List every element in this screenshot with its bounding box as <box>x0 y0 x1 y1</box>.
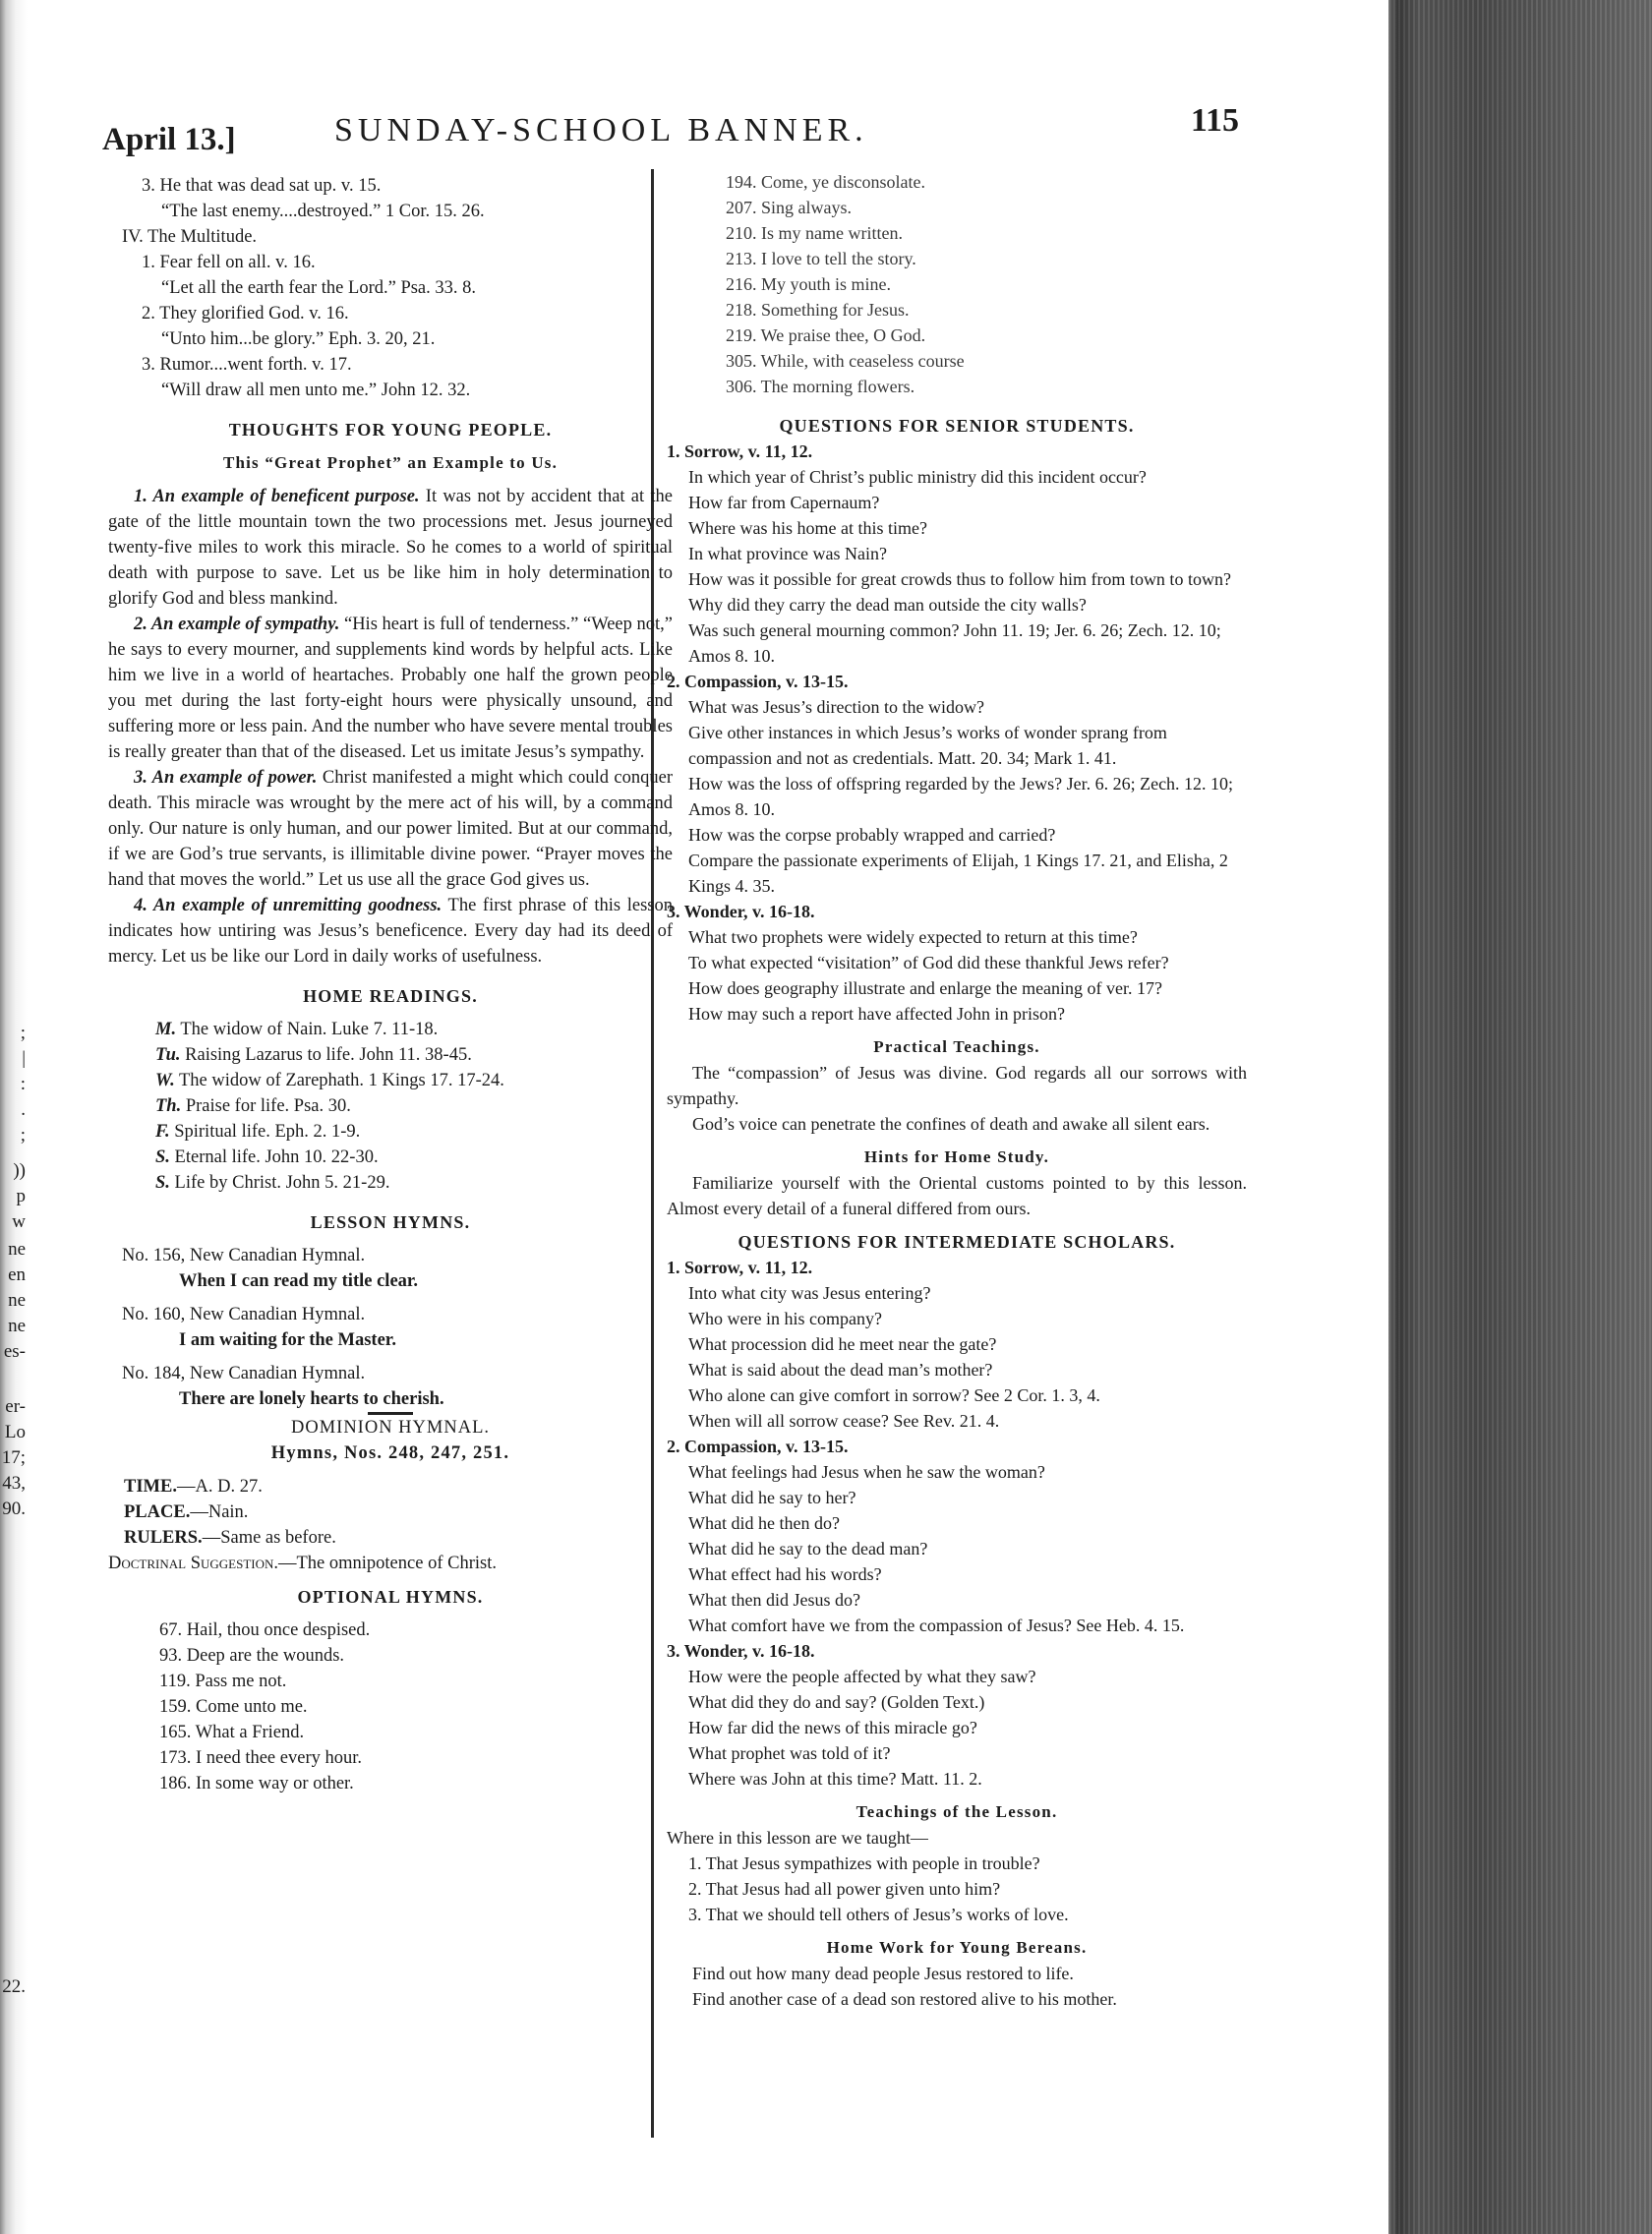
dominion-heading: DOMINION HYMNAL. <box>290 1418 490 1438</box>
thought-paragraph <box>108 893 673 970</box>
lesson-hymn-line: There are lonely hearts to cherish. <box>179 1389 444 1409</box>
question-section-title: 3. Wonder, v. 16-18. <box>667 902 815 921</box>
book-spine <box>1388 0 1652 2234</box>
hymns-continued-list <box>667 169 1247 399</box>
place-line: PLACE.—Nain. <box>124 1502 249 1522</box>
teachings-intro: Where in this lesson are we taught— <box>667 1828 928 1848</box>
hints-text: Familiarize yourself with the Oriental customs pointed to by this lesson. Almost every detail of a funeral differed from ours. <box>667 1173 1247 1218</box>
question-section-title: 1. Sorrow, v. 11, 12. <box>667 441 813 461</box>
bleed-fragment: ne <box>8 1290 26 1311</box>
spacer <box>108 1294 673 1302</box>
outline-line: 1. Fear fell on all. v. 16. <box>142 253 316 272</box>
question-line: Why did they carry the dead man outside the city walls? <box>688 595 1087 615</box>
lesson-hymns-heading: LESSON HYMNS. <box>310 1212 471 1232</box>
question-line: To what expected “visitation” of God did these thankful Jews refer? <box>688 953 1169 972</box>
thought-text: “His heart is full of tenderness.” “Weep not,” he says to every mourner, and supplements kind words by helpful acts. Like him we live in a world of heartaches. Probably one half the grown people you met during the last forty-eight hours were physically unsound, and suffering more or less pain. And the number who have severe mental troubles is really greater than that of the diseased. Let us imitate Jesus’s sympathy. <box>108 615 673 762</box>
bleed-fragment: w <box>12 1211 26 1232</box>
home-readings-heading: HOME READINGS. <box>303 986 478 1006</box>
thought-label: 4. An example of unremitting goodness. <box>134 896 442 915</box>
question-line: In what province was Nain? <box>688 544 887 563</box>
thoughts-heading: THOUGHTS FOR YOUNG PEOPLE. <box>228 420 553 440</box>
question-line: What did he then do? <box>688 1513 840 1533</box>
practical-teachings <box>667 1060 1247 1137</box>
optional-hymn: 186. In some way or other. <box>159 1774 354 1793</box>
home-reading-day: M. <box>155 1020 177 1039</box>
question-line: How may such a report have affected John in prison? <box>688 1004 1066 1024</box>
bleed-fragment: er- <box>5 1396 26 1417</box>
rulers-line: RULERS.—Same as before. <box>124 1528 336 1548</box>
home-reading-text: The widow of Zarephath. 1 Kings 17. 17-24. <box>179 1071 504 1090</box>
outline-line: 3. He that was dead sat up. v. 15. <box>142 176 382 196</box>
intermediate-heading: QUESTIONS FOR INTERMEDIATE SCHOLARS. <box>738 1232 1176 1252</box>
outline-line: 3. Rumor....went forth. v. 17. <box>142 355 352 375</box>
bleed-fragment: | <box>22 1048 26 1069</box>
optional-hymn: 119. Pass me not. <box>159 1672 287 1691</box>
facing-page-bleed <box>0 0 28 2234</box>
question-line: How was it possible for great crowds thus to follow him from town to town? <box>688 569 1231 589</box>
home-reading-text: Praise for life. Psa. 30. <box>185 1096 351 1116</box>
outline-line: IV. The Multitude. <box>122 227 258 247</box>
home-reading-row <box>108 1017 673 1042</box>
optional-hymns-heading: OPTIONAL HYMNS. <box>297 1587 484 1607</box>
home-reading-text: The widow of Nain. Luke 7. 11-18. <box>180 1020 439 1039</box>
senior-questions <box>667 439 1247 1027</box>
lesson-hymn-number: No. 160, New Canadian Hymnal. <box>122 1305 366 1324</box>
thought-label: 3. An example of power. <box>134 768 318 788</box>
question-line: How was the loss of offspring regarded by the Jews? Jer. 6. 26; Zech. 12. 10; Amos 8. 10. <box>688 774 1234 819</box>
optional-hymn: 67. Hail, thou once despised. <box>159 1620 371 1640</box>
bleed-fragment: ; <box>20 1023 26 1043</box>
teaching-item: 3. That we should tell others of Jesus’s works of love. <box>688 1905 1069 1924</box>
intermediate-questions <box>667 1255 1247 1792</box>
teaching-item: 2. That Jesus had all power given unto him? <box>688 1879 1001 1899</box>
home-reading-day: F. <box>155 1122 170 1142</box>
home-reading-row <box>108 1042 673 1068</box>
home-reading-row <box>108 1119 673 1145</box>
home-reading-day: S. <box>155 1147 170 1167</box>
home-reading-text: Eternal life. John 10. 22-30. <box>174 1147 379 1167</box>
bereans-heading: Home Work for Young Bereans. <box>826 1938 1088 1957</box>
lesson-hymn-line: When I can read my title clear. <box>179 1271 419 1291</box>
lesson-outline <box>108 173 673 403</box>
question-line: When will all sorrow cease? See Rev. 21. 4. <box>688 1411 1000 1431</box>
question-line: What procession did he meet near the gate? <box>688 1334 997 1354</box>
hymn-continued: 219. We praise thee, O God. <box>726 325 926 345</box>
spacer <box>108 1353 673 1361</box>
thought-text: It was not by accident that at the gate of the little mountain town the two processions met. Jesus journeyed twenty-five miles to work this miracle. So he comes to a world of spiritual death with purpose to save. Let us be like him in holy determination to glorify God and bless mankind. <box>108 487 674 609</box>
thought-label: 2. An example of sympathy. <box>134 615 340 634</box>
practical-line: The “compassion” of Jesus was divine. God regards all our sorrows with sympathy. <box>667 1063 1247 1108</box>
bleed-fragment: 17; <box>1 1447 26 1468</box>
left-column <box>108 173 673 1796</box>
question-line: In which year of Christ’s public ministry did this incident occur? <box>688 467 1147 487</box>
hymn-continued: 218. Something for Jesus. <box>726 300 910 320</box>
bleed-fragment: es- <box>3 1341 26 1362</box>
bleed-fragment: ne <box>8 1239 26 1260</box>
practical-heading: Practical Teachings. <box>873 1037 1040 1056</box>
home-reading-day: Th. <box>155 1096 182 1116</box>
bleed-fragment: p <box>16 1186 26 1206</box>
hymn-continued: 213. I love to tell the story. <box>726 249 916 268</box>
right-column <box>667 169 1247 2012</box>
home-readings-list <box>108 1017 673 1196</box>
hymn-continued: 207. Sing always. <box>726 198 852 217</box>
time-line: TIME.—A. D. 27. <box>124 1477 263 1497</box>
bleed-fragment: en <box>8 1264 26 1285</box>
bleed-fragment: 90. <box>2 1499 26 1519</box>
hymn-continued: 216. My youth is mine. <box>726 274 892 294</box>
home-reading-text: Life by Christ. John 5. 21-29. <box>174 1173 390 1193</box>
home-reading-text: Raising Lazarus to life. John 11. 38-45. <box>185 1045 472 1065</box>
question-line: What did they do and say? (Golden Text.) <box>688 1692 985 1712</box>
running-date: April 13.] <box>102 122 236 157</box>
question-line: What did he say to her? <box>688 1488 856 1507</box>
bleed-fragment: : <box>20 1074 26 1094</box>
question-section-title: 1. Sorrow, v. 11, 12. <box>667 1258 813 1277</box>
question-line: Compare the passionate experiments of Elijah, 1 Kings 17. 21, and Elisha, 2 Kings 4. 35. <box>688 851 1228 896</box>
question-line: Give other instances in which Jesus’s works of wonder sprang from compassion and not as credentials. Matt. 20. 34; Mark 1. 41. <box>688 723 1167 768</box>
teachings-heading: Teachings of the Lesson. <box>856 1802 1058 1821</box>
question-line: What prophet was told of it? <box>688 1743 891 1763</box>
bereans-line: Find out how many dead people Jesus restored to life. <box>692 1964 1074 1983</box>
dominion-hymns: Hymns, Nos. 248, 247, 251. <box>270 1443 510 1463</box>
running-header <box>98 88 1239 157</box>
home-reading-day: Tu. <box>155 1045 181 1065</box>
optional-hymn: 159. Come unto me. <box>159 1697 308 1717</box>
lesson-hymn-number: No. 184, New Canadian Hymnal. <box>122 1364 366 1383</box>
thought-label: 1. An example of beneficent purpose. <box>134 487 420 506</box>
doctrinal-line: Doctrinal Suggestion.—The omnipotence of Christ. <box>108 1554 497 1573</box>
home-reading-day: W. <box>155 1071 175 1090</box>
outline-line: “Let all the earth fear the Lord.” Psa. 33. 8. <box>161 278 477 298</box>
home-reading-row <box>108 1093 673 1119</box>
question-line: What two prophets were widely expected to return at this time? <box>688 927 1138 947</box>
optional-hymn: 173. I need thee every hour. <box>159 1748 362 1768</box>
hymn-continued: 306. The morning flowers. <box>726 377 915 396</box>
question-line: What then did Jesus do? <box>688 1590 860 1610</box>
home-reading-row <box>108 1170 673 1196</box>
lesson-hymn-line: I am waiting for the Master. <box>179 1330 396 1350</box>
question-line: What feelings had Jesus when he saw the woman? <box>688 1462 1045 1482</box>
lesson-hymns-list <box>108 1243 673 1412</box>
question-line: Who were in his company? <box>688 1309 882 1328</box>
question-line: What did he say to the dead man? <box>688 1539 928 1558</box>
question-line: How far from Capernaum? <box>688 493 880 512</box>
optional-hymn: 165. What a Friend. <box>159 1723 305 1742</box>
lesson-hymn-number: No. 156, New Canadian Hymnal. <box>122 1246 366 1265</box>
question-line: How does geography illustrate and enlarge the meaning of ver. 17? <box>688 978 1163 998</box>
hymn-continued: 194. Come, ye disconsolate. <box>726 172 925 192</box>
question-line: Into what city was Jesus entering? <box>688 1283 931 1303</box>
question-section-title: 3. Wonder, v. 16-18. <box>667 1641 815 1661</box>
question-line: What is said about the dead man’s mother? <box>688 1360 993 1380</box>
hints-heading: Hints for Home Study. <box>863 1147 1050 1166</box>
outline-line: “The last enemy....destroyed.” 1 Cor. 15. 26. <box>161 202 485 221</box>
optional-hymns-list <box>108 1617 673 1796</box>
practical-line: God’s voice can penetrate the confines of death and awake all silent ears. <box>692 1114 1210 1134</box>
home-reading-day: S. <box>155 1173 170 1193</box>
thoughts-list <box>108 484 673 970</box>
question-section-title: 2. Compassion, v. 13-15. <box>667 672 849 691</box>
outline-line: 2. They glorified God. v. 16. <box>142 304 349 323</box>
bleed-fragment: 22. <box>2 1976 26 1997</box>
teachings-list <box>667 1851 1247 1927</box>
home-reading-text: Spiritual life. Eph. 2. 1-9. <box>174 1122 361 1142</box>
thought-paragraph <box>108 765 673 893</box>
thought-paragraph <box>108 484 673 612</box>
question-line: How were the people affected by what they saw? <box>688 1667 1036 1686</box>
home-reading-row <box>108 1145 673 1170</box>
thought-text: The first phrase of this lesson indicates how untiring was Jesus’s beneficence. Every day had its deed of mercy. Let us be like our Lord in daily works of usefulness. <box>108 896 673 967</box>
question-line: How was the corpse probably wrapped and carried? <box>688 825 1056 845</box>
hymn-continued: 305. While, with ceaseless course <box>726 351 965 371</box>
thoughts-subheading: This “Great Prophet” an Example to Us. <box>222 453 559 472</box>
question-line: How far did the news of this miracle go? <box>688 1718 977 1737</box>
question-line: Where was his home at this time? <box>688 518 927 538</box>
outline-line: “Will draw all men unto me.” John 12. 32. <box>161 381 471 400</box>
question-line: What was Jesus’s direction to the widow? <box>688 697 984 717</box>
bleed-fragment: )) <box>13 1160 26 1181</box>
thought-text: Christ manifested a might which could conquer death. This miracle was wrought by the mere act of his will, by a command only. Our nature is only human, and our power limited. But at our command, if we are God’s true servants, is illimitable divine power. “Prayer moves the hand that moves the world.” Let us use all the grace God gives us. <box>108 768 673 890</box>
question-line: What comfort have we from the compassion of Jesus? See Heb. 4. 15. <box>688 1616 1185 1635</box>
bleed-fragment: ; <box>20 1125 26 1146</box>
bleed-fragment: Lo <box>4 1422 26 1442</box>
question-line: Who alone can give comfort in sorrow? See 2 Cor. 1. 3, 4. <box>688 1385 1100 1405</box>
teaching-item: 1. That Jesus sympathizes with people in trouble? <box>688 1853 1040 1873</box>
magazine-page <box>98 88 1247 2153</box>
bleed-fragment: ne <box>8 1316 26 1336</box>
page-number: 115 <box>1190 102 1239 139</box>
thought-paragraph <box>108 612 673 765</box>
bereans-line: Find another case of a dead son restored alive to his mother. <box>692 1989 1117 2009</box>
bereans-text <box>667 1961 1247 2012</box>
bleed-fragment: . <box>21 1099 26 1120</box>
question-line: What effect had his words? <box>688 1564 882 1584</box>
optional-hymn: 93. Deep are the wounds. <box>159 1646 345 1666</box>
hymn-continued: 210. Is my name written. <box>726 223 903 243</box>
question-line: Where was John at this time? Matt. 11. 2. <box>688 1769 982 1789</box>
question-line: Was such general mourning common? John 11. 19; Jer. 6. 26; Zech. 12. 10; Amos 8. 10. <box>688 620 1221 666</box>
running-title: SUNDAY-SCHOOL BANNER. <box>334 112 868 148</box>
question-section-title: 2. Compassion, v. 13-15. <box>667 1437 849 1456</box>
home-reading-row <box>108 1068 673 1093</box>
senior-heading: QUESTIONS FOR SENIOR STUDENTS. <box>779 416 1135 436</box>
outline-line: “Unto him...be glory.” Eph. 3. 20, 21. <box>161 329 436 349</box>
bleed-fragment: 43, <box>2 1473 26 1494</box>
